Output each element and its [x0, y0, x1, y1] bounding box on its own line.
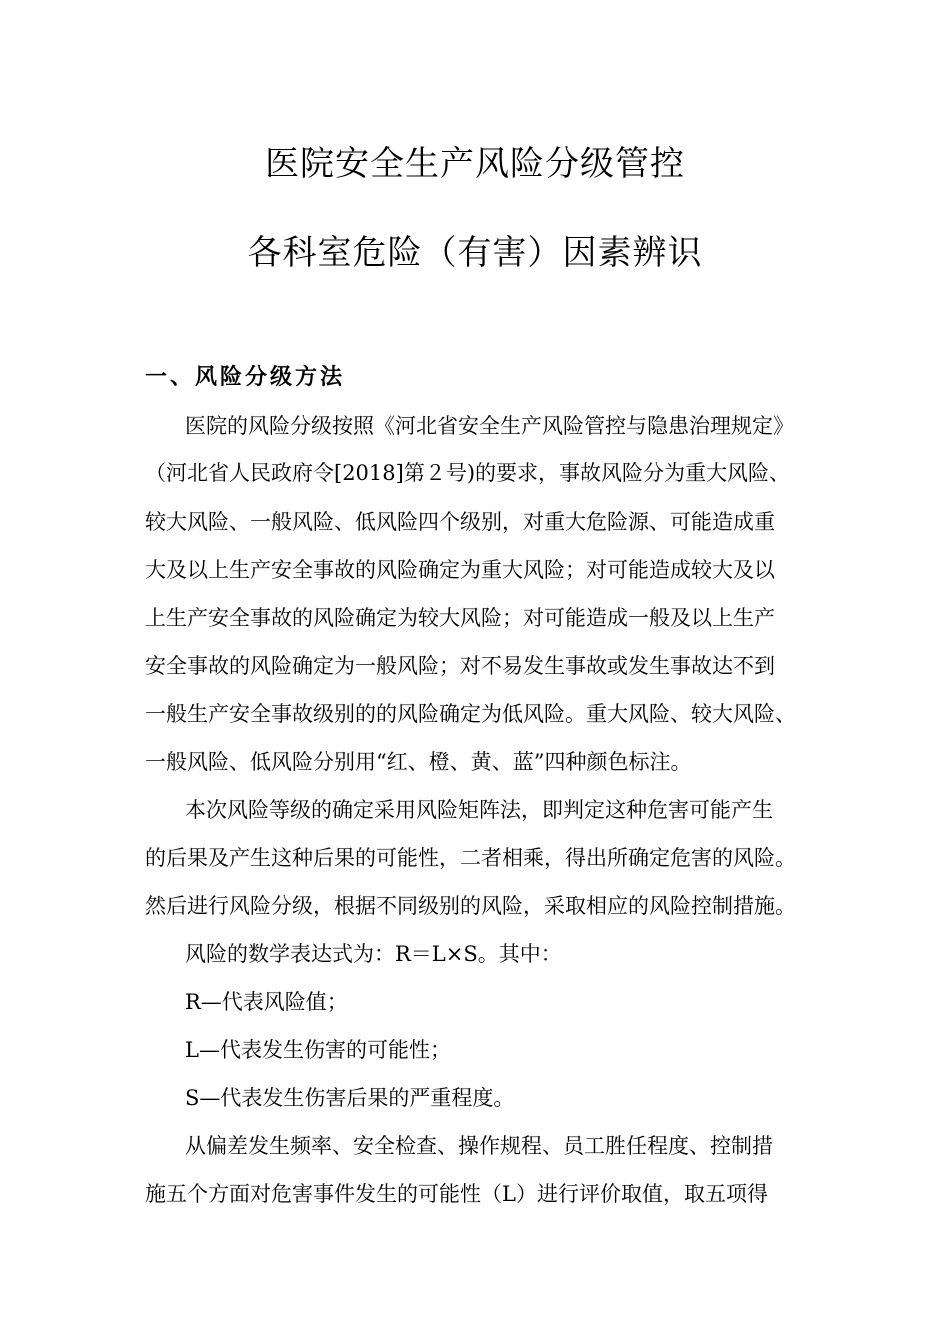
paragraph-line: 的后果及产生这种后果的可能性，二者相乘，得出所确定危害的风险。	[145, 846, 796, 870]
document-title-line-2: 各科室危险（有害）因素辨识	[247, 233, 703, 273]
paragraph-line: 一般生产安全事故级别的的风险确定为低风险。重大风险、较大风险、	[145, 702, 796, 726]
definition-line-r: R—代表风险值；	[185, 990, 348, 1014]
paragraph-line: 安全事故的风险确定为一般风险；对不易发生事故或发生事故达不到	[145, 654, 775, 678]
paragraph-line: 从偏差发生频率、安全检查、操作规程、员工胜任程度、控制措	[185, 1134, 773, 1158]
paragraph-line: 然后进行风险分级，根据不同级别的风险，采取相应的风险控制措施。	[145, 894, 796, 918]
paragraph-line: 大及以上生产安全事故的风险确定为重大风险；对可能造成较大及以	[145, 558, 775, 582]
paragraph-line: （河北省人民政府令[2018]第２号)的要求，事故风险分为重大风险、	[145, 461, 791, 485]
paragraph-line: 一般风险、低风险分别用“红、橙、黄、蓝”四种颜色标注。	[145, 750, 692, 774]
document-title-line-1: 医院安全生产风险分级管控	[265, 144, 685, 184]
paragraph-line: 上生产安全事故的风险确定为较大风险；对可能造成一般及以上生产	[145, 606, 775, 630]
paragraph-line: 较大风险、一般风险、低风险四个级别，对重大危险源、可能造成重	[145, 510, 775, 534]
definition-line-l: L—代表发生伤害的可能性；	[185, 1038, 451, 1062]
paragraph-line: 医院的风险分级按照《河北省安全生产风险管控与隐患治理规定》	[185, 414, 794, 438]
paragraph-line: 施五个方面对危害事件发生的可能性（L）进行评价取值，取五项得	[145, 1182, 768, 1206]
formula-line: 风险的数学表达式为：R＝L×S。其中：	[185, 942, 562, 966]
paragraph-line: 本次风险等级的确定采用风险矩阵法，即判定这种危害可能产生	[185, 798, 773, 822]
section-heading: 一、风险分级方法	[145, 364, 346, 390]
definition-line-s: S—代表发生伤害后果的严重程度。	[185, 1086, 515, 1110]
